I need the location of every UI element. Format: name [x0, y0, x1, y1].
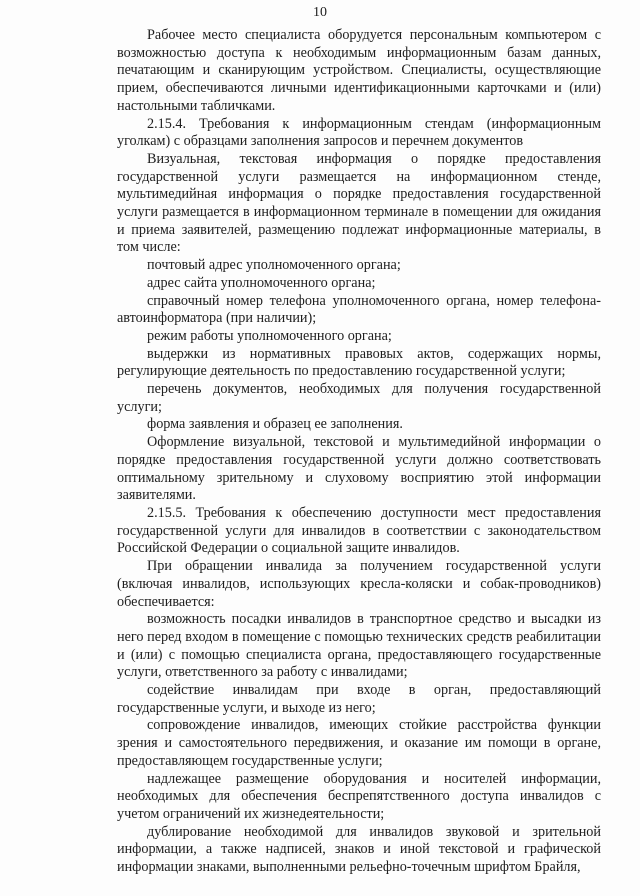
- paragraph-section-2-15-5: 2.15.5. Требования к обеспечению доступности мест предоставления государственной услуги для инвалидов в соответствии с законодательством Российской Федерации о социальной защите инвалидов.: [117, 504, 601, 557]
- paragraph-workplace-equipment: Рабочее место специалиста оборудуется персональным компьютером с возможностью доступа к необходимым информационным базам данных, печатающим и сканирующим устройством. Специалисты, осуществляющие прием, обеспечиваются личными идентификационными карточками и (или) настольными табличками.: [117, 27, 601, 114]
- list-item-phone-number: справочный номер телефона уполномоченного органа, номер телефона-автоинформатора (при наличии);: [117, 292, 601, 327]
- list-item-website-address: адрес сайта уполномоченного органа;: [147, 274, 376, 291]
- list-item-work-schedule: режим работы уполномоченного органа;: [147, 327, 392, 344]
- list-item-equipment-placement: надлежащее размещение оборудования и носителей информации, необходимых для обеспечения беспрепятственного доступа инвалидов с учетом ограничений их жизнедеятельности;: [117, 770, 601, 822]
- paragraph-section-2-15-4: 2.15.4. Требования к информационным стендам (информационным уголкам) с образцами заполнения запросов и перечнем документов: [117, 115, 601, 150]
- paragraph-disabled-applicant: При обращении инвалида за получением государственной услуги (включая инвалидов, использующих кресла-коляски и собак-проводников) обеспечивается:: [117, 558, 601, 610]
- list-item-escort: сопровождение инвалидов, имеющих стойкие расстройства функции зрения и самостоятельного передвижения, и оказание им помощи в органе, предоставляющем государственные услуги;: [117, 717, 601, 769]
- paragraph-visual-info: Визуальная, текстовая информация о порядке предоставления государственной услуги размещается на информационном стенде, мультимедийная информация о порядке предоставления государственной услуги размещается в информационном терминале в помещении для ожидания и приема заявителей, размещению подлежат информационные материалы, в том числе:: [117, 150, 601, 256]
- list-item-braille-duplication: дублирование необходимой для инвалидов звуковой и зрительной информации, а также надписей, знаков и иной текстовой и графической информации знаками, выполненными рельефно-точечным шрифтом Брайля,: [117, 823, 601, 876]
- page-number: 10: [313, 5, 327, 20]
- paragraph-info-design: Оформление визуальной, текстовой и мультимедийной информации о порядке предоставления государственной услуги должно соответствовать оптимальному зрительному и слуховому восприятию этой информации заявителями.: [117, 434, 601, 504]
- list-item-document-list: перечень документов, необходимых для получения государственной услуги;: [117, 381, 601, 415]
- list-item-postal-address: почтовый адрес уполномоченного органа;: [147, 257, 401, 274]
- list-item-legal-excerpts: выдержки из нормативных правовых актов, содержащих нормы, регулирующие деятельность по предоставлению государственной услуги;: [117, 345, 601, 380]
- list-item-vehicle-boarding: возможность посадки инвалидов в транспортное средство и высадки из него перед входом в помещение с помощью технических средств реабилитации и (или) с помощью специалиста органа, предоставляющего государственные услуги, ответственного за работу с инвалидами;: [117, 611, 601, 681]
- list-item-entry-assistance: содействие инвалидам при входе в орган, предоставляющий государственные услуги, и выходе из него;: [117, 682, 601, 716]
- document-body: [117, 27, 601, 877]
- list-item-application-form: форма заявления и образец ее заполнения.: [147, 416, 403, 433]
